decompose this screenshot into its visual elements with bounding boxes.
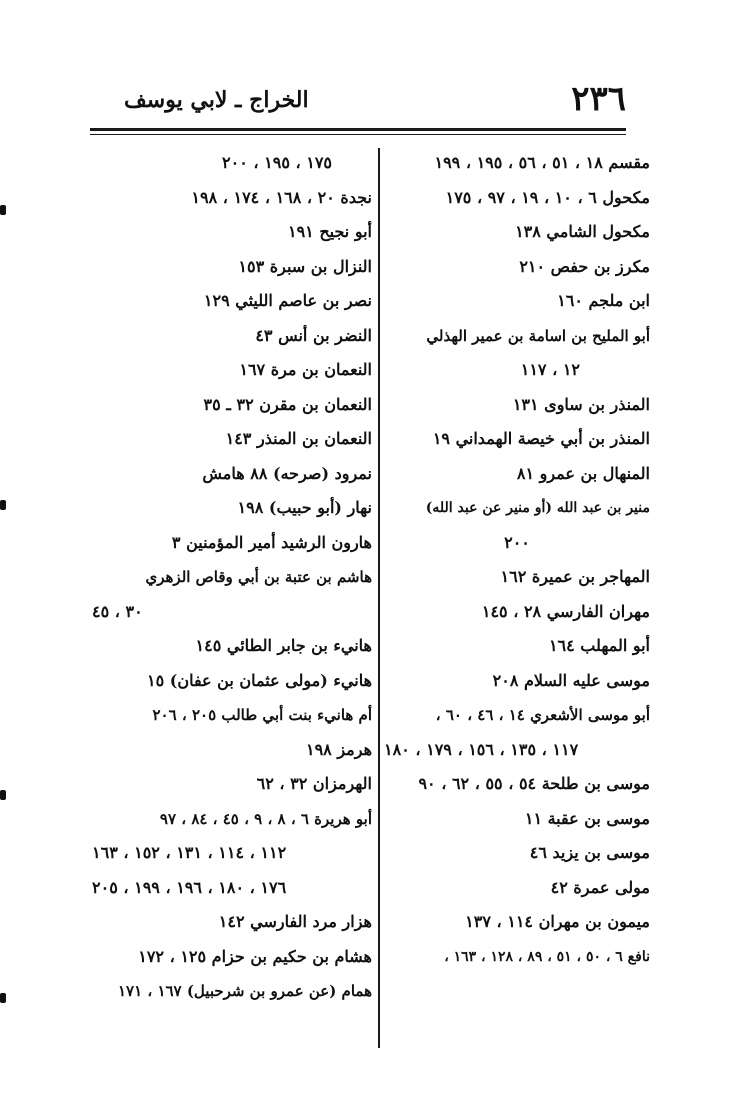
index-entry: ابن ملجم ١٦٠ — [557, 291, 650, 310]
index-entry: أبو موسى الأشعري ١٤ ، ٤٦ ، ٦٠ ، — [435, 706, 650, 724]
column-divider — [378, 148, 380, 1048]
index-entry: نصر بن عاصم الليثي ١٢٩ — [203, 291, 372, 310]
index-entry: ١٢ ، ١١٧ — [520, 360, 580, 379]
scan-edge-mark — [0, 993, 6, 1003]
index-entry: موسى بن يزيد ٤٦ — [529, 843, 650, 862]
index-entry: هشام بن حكيم بن حزام ١٢٥ ، ١٧٢ — [138, 946, 372, 966]
index-entry: النعمان بن مقرن ٣٢ ـ ٣٥ — [203, 394, 372, 414]
index-entry: هرمز ١٩٨ — [305, 739, 372, 759]
index-entry: أم هانيء بنت أبي طالب ٢٠٥ ، ٢٠٦ — [152, 706, 372, 724]
index-entry: مكرز بن حفص ٢١٠ — [519, 256, 650, 276]
index-entry: المنذر بن ساوى ١٣١ — [512, 394, 650, 414]
index-entry: ١١٢ ، ١١٤ ، ١٣١ ، ١٥٢ ، ١٦٣ — [92, 843, 287, 862]
index-entry: همام (عن عمرو بن شرحبيل) ١٦٧ ، ١٧١ — [117, 982, 372, 1000]
index-entry: هزار مرد الفارسي ١٤٢ — [218, 912, 372, 931]
index-entry: هاشم بن عتبة بن أبي وقاص الزهري — [145, 568, 372, 586]
index-entry: أبو المليح بن اسامة بن عمير الهذلي — [426, 326, 650, 345]
index-entry: ١٧٥ ، ١٩٥ ، ٢٠٠ — [222, 153, 332, 172]
header-rule-thick — [90, 128, 626, 131]
index-entry: مكحول ٦ ، ١٠ ، ١٩ ، ٩٧ ، ١٧٥ — [445, 187, 650, 207]
index-column-right — [384, 146, 650, 974]
index-entry: أبو نجيح ١٩١ — [287, 222, 372, 241]
index-entry: ١١٧ ، ١٣٥ ، ١٥٦ ، ١٧٩ ، ١٨٠ — [384, 739, 579, 759]
index-entry: هارون الرشيد أمير المؤمنين ٣ — [171, 532, 372, 552]
index-entry: منير بن عبد الله (أو منير عن عبد الله) — [425, 500, 650, 516]
scan-edge-mark — [0, 500, 6, 510]
index-entry: موسى بن طلحة ٥٤ ، ٥٥ ، ٦٢ ، ٩٠ — [418, 774, 650, 793]
index-entry: مقسم ١٨ ، ٥١ ، ٥٦ ، ١٩٥ ، ١٩٩ — [434, 153, 650, 172]
index-entry: مهران الفارسي ٢٨ ، ١٤٥ — [481, 601, 650, 621]
index-entry: موسى عليه السلام ٢٠٨ — [492, 670, 650, 690]
index-entry: النعمان بن مرة ١٦٧ — [239, 360, 372, 379]
index-entry: المنهال بن عمرو ٨١ — [516, 463, 650, 483]
page-header — [90, 78, 626, 120]
index-entry: نهار (أبو حبيب) ١٩٨ — [237, 498, 372, 517]
index-entry: ١٧٦ ، ١٨٠ ، ١٩٦ ، ١٩٩ ، ٢٠٥ — [92, 877, 287, 897]
index-entry: الهرمزان ٣٢ ، ٦٢ — [256, 774, 372, 793]
index-entry: نمرود (صرحه) ٨٨ هامش — [202, 463, 372, 483]
index-entry: المنذر بن أبي خيصة الهمداني ١٩ — [432, 429, 650, 448]
scan-edge-mark — [0, 790, 6, 800]
index-entry: نجدة ٢٠ ، ١٦٨ ، ١٧٤ ، ١٩٨ — [191, 187, 372, 207]
index-entry: النعمان بن المنذر ١٤٣ — [225, 429, 372, 448]
scan-edge-mark — [0, 205, 6, 215]
index-entry: ٢٠٠ — [504, 532, 530, 552]
index-entry: النضر بن أنس ٤٣ — [255, 325, 372, 345]
index-entry: المهاجر بن عميرة ١٦٢ — [500, 567, 650, 586]
index-entry: ميمون بن مهران ١١٤ ، ١٣٧ — [465, 912, 650, 931]
index-entry: مكحول الشامي ١٣٨ — [515, 222, 650, 241]
index-entry: هانيء (مولى عثمان بن عفان) ١٥ — [147, 670, 372, 690]
index-entry: مولى عمرة ٤٢ — [550, 877, 650, 897]
index-entry: نافع ٦ ، ٥٠ ، ٥١ ، ٨٩ ، ١٢٨ ، ١٦٣ ، — [444, 948, 650, 965]
running-title: الخراج ـ لابي يوسف — [124, 87, 309, 113]
index-entry: ٣٠ ، ٤٥ — [92, 601, 143, 621]
index-column-left — [92, 146, 372, 1009]
index-entry: هانيء بن جابر الطائي ١٤٥ — [195, 636, 372, 655]
index-entry: النزال بن سبرة ١٥٣ — [238, 256, 372, 276]
index-entry: موسى بن عقبة ١١ — [524, 808, 650, 828]
index-entry: أبو المهلب ١٦٤ — [548, 636, 650, 655]
page-number: ٢٣٦ — [571, 79, 626, 119]
index-entry: أبو هريرة ٦ ، ٨ ، ٩ ، ٤٥ ، ٨٤ ، ٩٧ — [159, 809, 372, 828]
header-rule-thin — [90, 134, 626, 135]
